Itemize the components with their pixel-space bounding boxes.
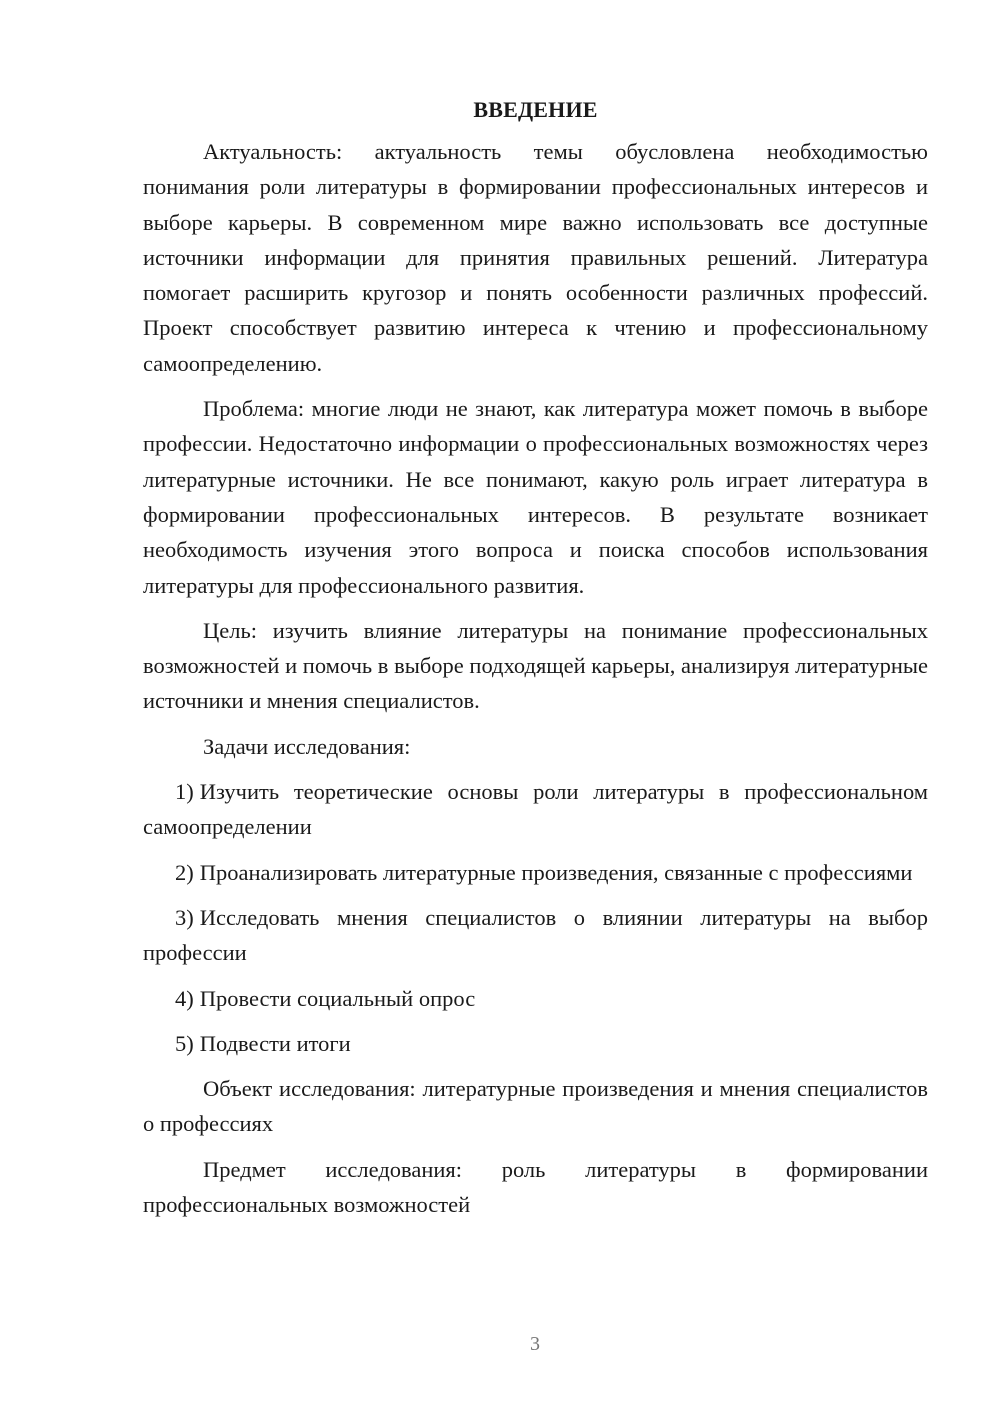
- list-item-number: 3): [175, 904, 194, 930]
- list-item-text: Провести социальный опрос: [199, 985, 476, 1011]
- tasks-title: Задачи исследования:: [203, 733, 411, 759]
- relevance-paragraph: Актуальность: актуальность темы обусловлена необходимостью понимания роли литературы в формировании профессиональных интересов и выборе карьеры. В современном мире важно использовать все доступные источники информации для принятия правильных решений. Литература помогает расширить кругозор и понять особенности различных профессий. Проект способствует развитию интереса к чтению и профессиональному самоопределению.: [143, 139, 928, 376]
- list-item: [143, 1026, 928, 1061]
- list-item-text: Исследовать мнения специалистов о влиянии литературы на выбор профессии: [143, 904, 928, 966]
- page-number: 3: [530, 1333, 540, 1355]
- list-item: [143, 900, 928, 971]
- goal-paragraph: Цель: изучить влияние литературы на понимание профессиональных возможностей и помочь в выборе подходящей карьеры, анализируя литературные источники и мнения специалистов.: [143, 617, 928, 714]
- list-item-number: 1): [175, 779, 194, 805]
- page-title: ВВЕДЕНИЕ: [473, 97, 598, 122]
- list-item-text: Подвести итоги: [199, 1030, 351, 1056]
- list-item-number: 4): [175, 985, 194, 1011]
- list-item: [143, 774, 928, 845]
- subject-paragraph: Предмет исследования: роль литературы в формировании профессиональных возможностей: [143, 1156, 928, 1218]
- object-paragraph: Объект исследования: литературные произведения и мнения специалистов о профессиях: [143, 1076, 928, 1137]
- list-item: [143, 855, 928, 890]
- list-item-text: Изучить теоретические основы роли литературы в профессиональном самоопределении: [143, 779, 928, 840]
- list-item: [143, 981, 928, 1016]
- document-page: [143, 92, 928, 1232]
- list-item-number: 5): [175, 1030, 194, 1056]
- list-item-text: Проанализировать литературные произведения, связанные с профессиями: [199, 859, 913, 885]
- problem-paragraph: Проблема: многие люди не знают, как литература может помочь в выборе профессии. Недостаточно информации о профессиональных возможностях через литературные источники. Не все понимают, какую роль играет литература в формировании профессиональных интересов. В результате возникает необходимость изучения этого вопроса и поиска способов использования литературы для профессионального развития.: [143, 396, 928, 598]
- tasks-list: [143, 774, 928, 1061]
- list-item-number: 2): [175, 859, 194, 885]
